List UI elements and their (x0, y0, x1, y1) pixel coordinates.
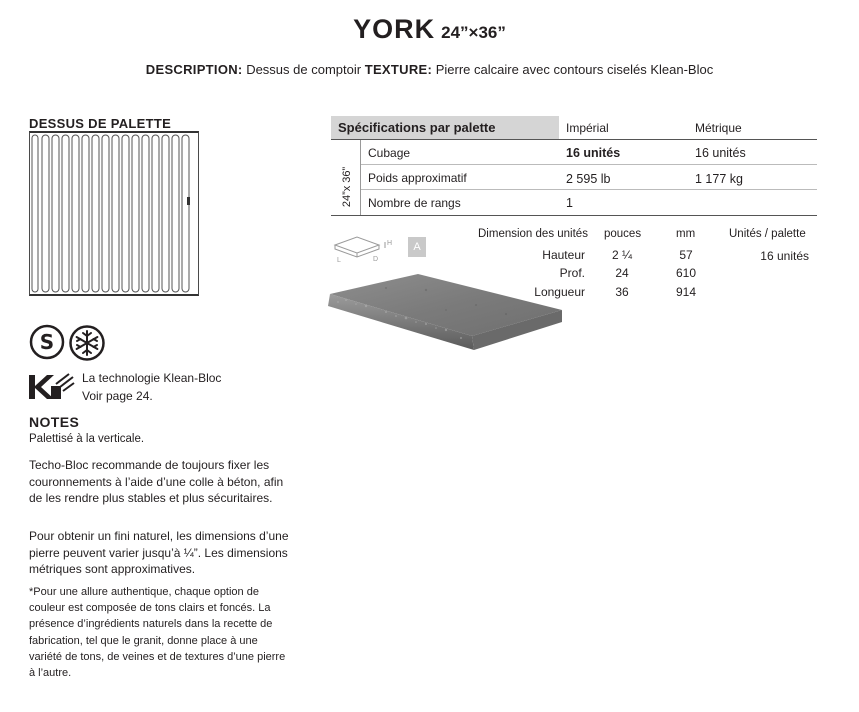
dim-row-label: Prof. (559, 266, 585, 280)
product-title (0, 14, 859, 45)
spec-row-metric: 16 unités (695, 146, 746, 160)
dim-row-inches: 2 ¼ (611, 248, 632, 262)
description-line (0, 62, 859, 77)
unit-a-badge: A (408, 237, 426, 257)
dim-row-units: 16 unités (760, 249, 809, 263)
spec-row-imperial: 2 595 lb (566, 172, 611, 186)
spec-row-divider (361, 189, 817, 190)
dim-row-mm: 610 (675, 266, 697, 280)
pallet-top-diagram (29, 131, 199, 296)
salt-resistant-icon (29, 324, 65, 360)
note-color: *Pour une allure authentique, chaque option de couleur est composée de tons clairs et foncés. La présence d’ingrédients naturels dans la recette de fabrication, tel que le granit, donne place à une variété de tons, de veines et de textures d’une pierre à l’autre. (29, 586, 286, 680)
axis-h-label: H (387, 240, 393, 247)
description-label: DESCRIPTION: (145, 62, 243, 77)
note-dimensions: Pour obtenir un fini naturel, les dimensions d’une pierre peuvent varier jusqu’à ¼”. Les dimensions métriques sont approximatives. (29, 529, 289, 576)
spec-row-imperial: 1 (566, 196, 573, 210)
dim-row-mm: 914 (675, 285, 697, 299)
note-palletized: Palettisé à la verticale. (29, 433, 145, 445)
spec-side-text: 24”x 36” (341, 166, 353, 208)
texture-label: TEXTURE: (364, 62, 433, 77)
dim-row-label: Hauteur (542, 248, 585, 262)
spec-col-metric: Métrique (695, 121, 742, 135)
notes-heading: NOTES (29, 414, 80, 430)
spec-col-imperial: Impérial (566, 121, 609, 135)
spec-row-divider (361, 164, 817, 165)
svg-text:S: S (39, 330, 55, 354)
dim-header-inches: pouces (604, 228, 642, 240)
axis-d-label: D (373, 256, 379, 263)
spec-divider (331, 139, 817, 140)
klean-bloc-logo (29, 372, 75, 402)
product-stone-image (326, 270, 564, 352)
dim-header-mm: mm (676, 228, 696, 240)
spec-row-label: Poids approximatif (368, 171, 467, 185)
klean-bloc-title: La technologie Klean-Bloc (82, 371, 222, 385)
description-value: Dessus de comptoir (246, 62, 362, 77)
axis-l-label: L (337, 257, 341, 263)
dim-header-label: Dimension des unités (478, 228, 588, 240)
spec-heading: Spécifications par palette (338, 120, 496, 135)
spec-side-label (333, 145, 359, 215)
spec-row-metric: 1 177 kg (695, 172, 743, 186)
pallet-heading: DESSUS DE PALETTE (29, 116, 172, 131)
dim-row-inches: 36 (615, 285, 629, 299)
freeze-resistant-icon (68, 324, 106, 362)
spec-row-label: Cubage (368, 146, 411, 160)
spec-row-imperial: 16 unités (566, 146, 621, 160)
dim-row-label: Longueur (534, 285, 585, 299)
dim-row-mm: 57 (679, 248, 693, 262)
spec-divider (331, 215, 817, 216)
note-glue: Techo-Bloc recommande de toujours fixer les couronnements à l’aide d’une colle à béton, afin de les rendre plus stables et plus sécuritaires. (29, 458, 284, 505)
texture-value: Pierre calcaire avec contours ciselés Klean-Bloc (435, 62, 714, 77)
spec-row-label: Nombre de rangs (368, 196, 461, 210)
klean-bloc-page-ref: Voir page 24. (82, 389, 153, 403)
dim-header-units: Unités / palette (729, 228, 806, 240)
unit-block-icon (331, 233, 393, 263)
product-size: 24”×36” (441, 23, 506, 42)
product-name: YORK (353, 14, 436, 44)
spec-side-divider (360, 140, 361, 215)
dim-row-inches: 24 (615, 266, 629, 280)
